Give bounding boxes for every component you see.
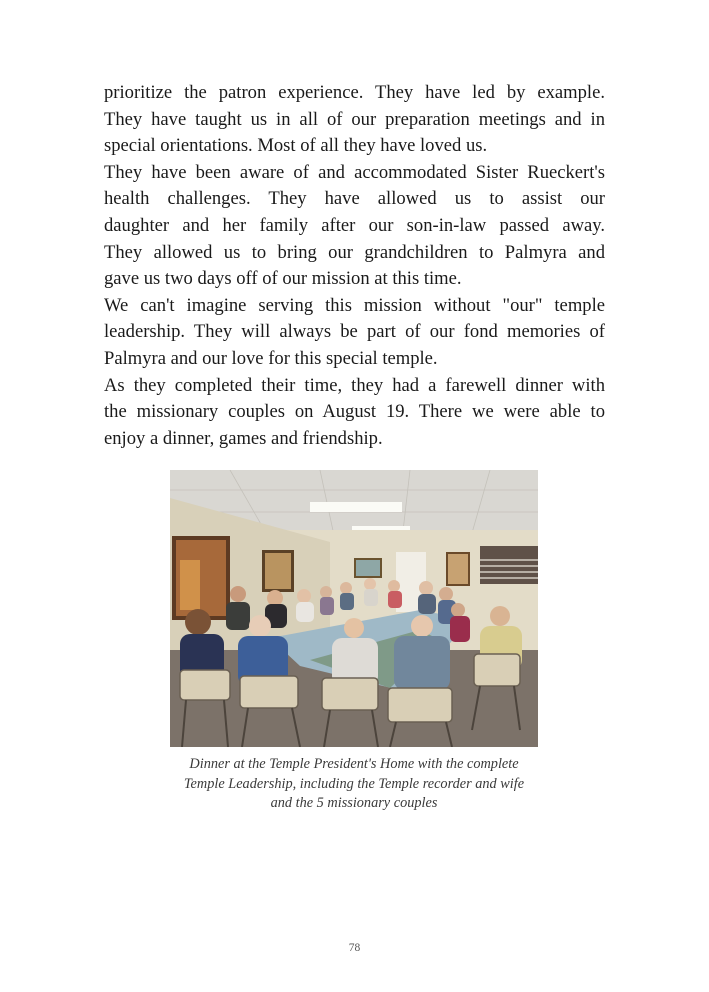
text-line: prioritize the patron experience. They have led by example.	[104, 82, 605, 103]
text-line: the missionary couples on August 19. There we were able to	[104, 401, 605, 423]
text-line: Palmyra and our love for this special temple.	[104, 347, 438, 369]
text-line: They have been aware of and accommodated Sister Rueckert's	[104, 161, 605, 183]
text-line: They have taught us in all of our preparation meetings and in	[104, 108, 605, 130]
text-line: special orientations. Most of all they have loved us.	[104, 135, 488, 157]
dinner-photo	[170, 470, 538, 747]
paragraph-2	[104, 160, 605, 293]
text-line: We can't imagine serving this mission without "our" temple	[104, 294, 605, 316]
paragraph-3	[104, 293, 605, 373]
paragraph-4	[104, 373, 605, 453]
text-line: leadership. They will always be part of our fond memories of	[104, 321, 605, 343]
caption-line: Temple Leadership, including the Temple recorder and wife	[183, 775, 525, 792]
text-line: As they completed their time, they had a farewell dinner with	[104, 374, 605, 396]
paragraph-1	[104, 80, 605, 160]
caption-line: and the 5 missionary couples	[270, 795, 438, 811]
text-line: enjoy a dinner, games and friendship.	[104, 427, 383, 449]
text-line: daughter and her family after our son-in-law passed away.	[104, 214, 605, 236]
caption-line: Dinner at the Temple President's Home with the complete	[189, 756, 519, 772]
text-line: gave us two days off of our mission at this time.	[104, 268, 462, 290]
dinner-photo-illustration	[170, 470, 538, 747]
page-number: 78	[348, 942, 361, 954]
ceiling-light	[310, 502, 402, 512]
photo-caption	[150, 755, 558, 814]
text-line: health challenges. They have allowed us to assist our	[104, 188, 605, 210]
body-text	[104, 80, 605, 452]
text-line: They allowed us to bring our grandchildren to Palmyra and	[104, 241, 605, 263]
